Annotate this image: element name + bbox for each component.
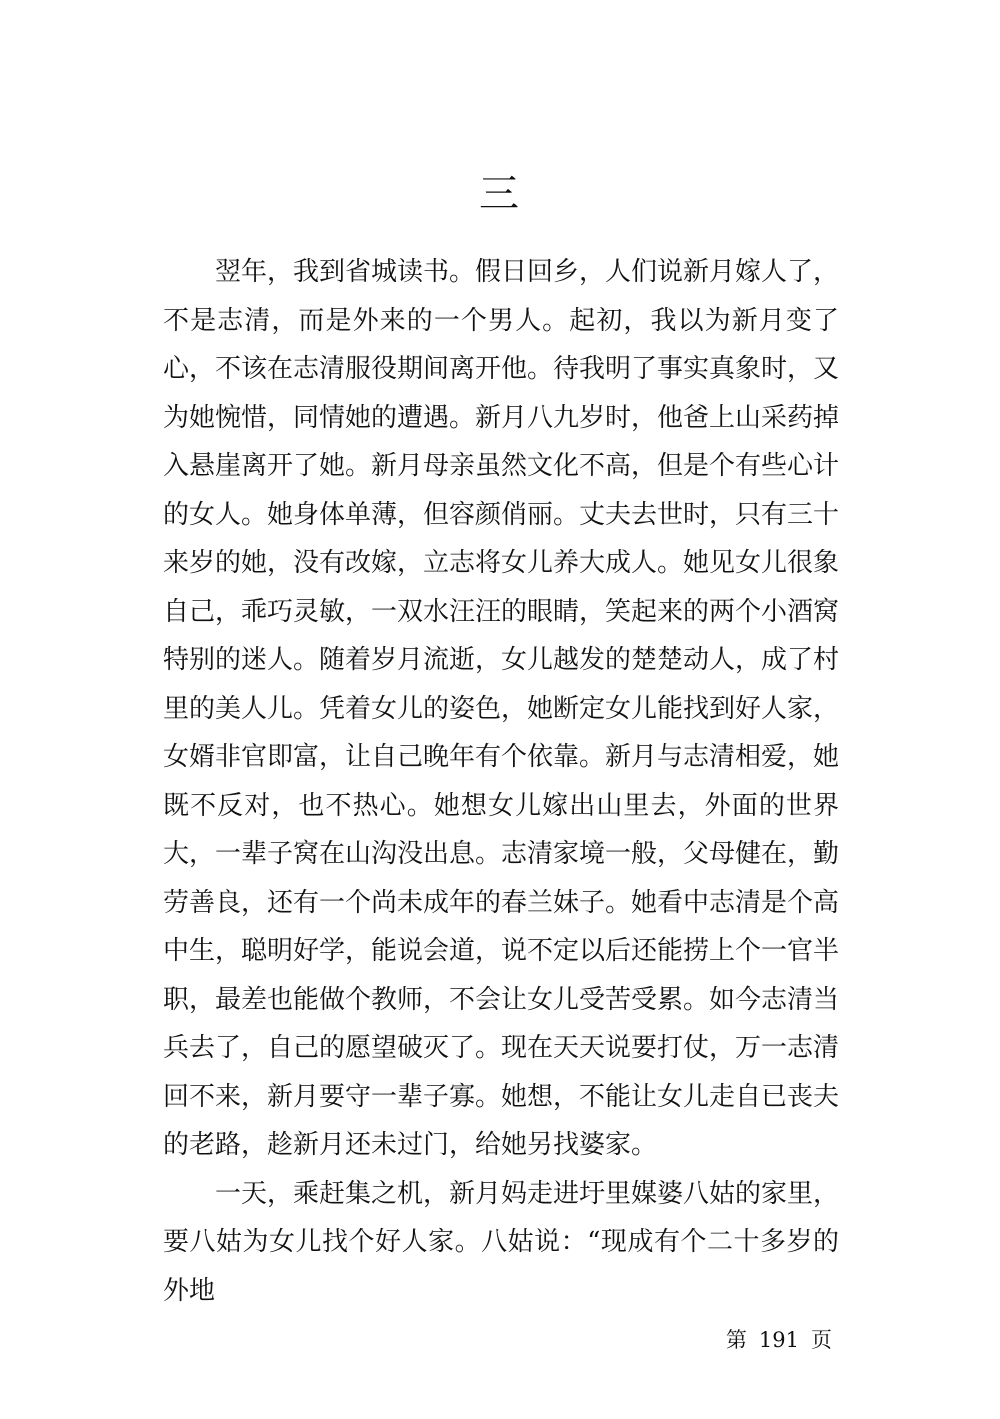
chapter-title: 三 [479, 171, 521, 217]
page-number-suffix: 页 [811, 1328, 832, 1352]
paragraph-2: 一天，乘赶集之机，新月妈走进圩里媒婆八姑的家里，要八姑为女儿找个好人家。八姑说：“现成有个二十多岁的外地 [163, 1178, 840, 1306]
body-text [163, 248, 839, 1315]
page-number [720, 1325, 838, 1355]
paragraph-1: 翌年，我到省城读书。假日回乡，人们说新月嫁人了，不是志清，而是外来的一个男人。起初，我以为新月变了心，不该在志清服役期间离开他。待我明了事实真象时，又为她惋惜，同情她的遭遇。新月八九岁时，他爸上山采药掉入悬崖离开了她。新月母亲虽然文化不高，但是个有些心计的女人。她身体单薄，但容颜俏丽。丈夫去世时，只有三十来岁的她，没有改嫁，立志将女儿养大成人。她见女儿很象自己，乖巧灵敏，一双水汪汪的眼睛，笑起来的两个小酒窝特别的迷人。随着岁月流逝，女儿越发的楚楚动人，成了村里的美人儿。凭着女儿的姿色，她断定女儿能找到好人家，女婿非官即富，让自己晚年有个依靠。新月与志清相爱，她既不反对，也不热心。她想女儿嫁出山里去，外面的世界大，一辈子窝在山沟没出息。志清家境一般，父母健在，勤劳善良，还有一个尚未成年的春兰妹子。她看中志清是个高中生，聪明好学，能说会道，说不定以后还能捞上个一官半职，最差也能做个教师，不会让女儿受苦受累。如今志清当兵去了，自己的愿望破灭了。现在天天说要打仗，万一志清回不来，新月要守一辈子寡。她想，不能让女儿走自已丧夫的老路，趁新月还未过门，给她另找婆家。 [163, 257, 840, 1160]
page-number-value: 191 [758, 1328, 799, 1352]
page-number-prefix: 第 [725, 1328, 747, 1352]
